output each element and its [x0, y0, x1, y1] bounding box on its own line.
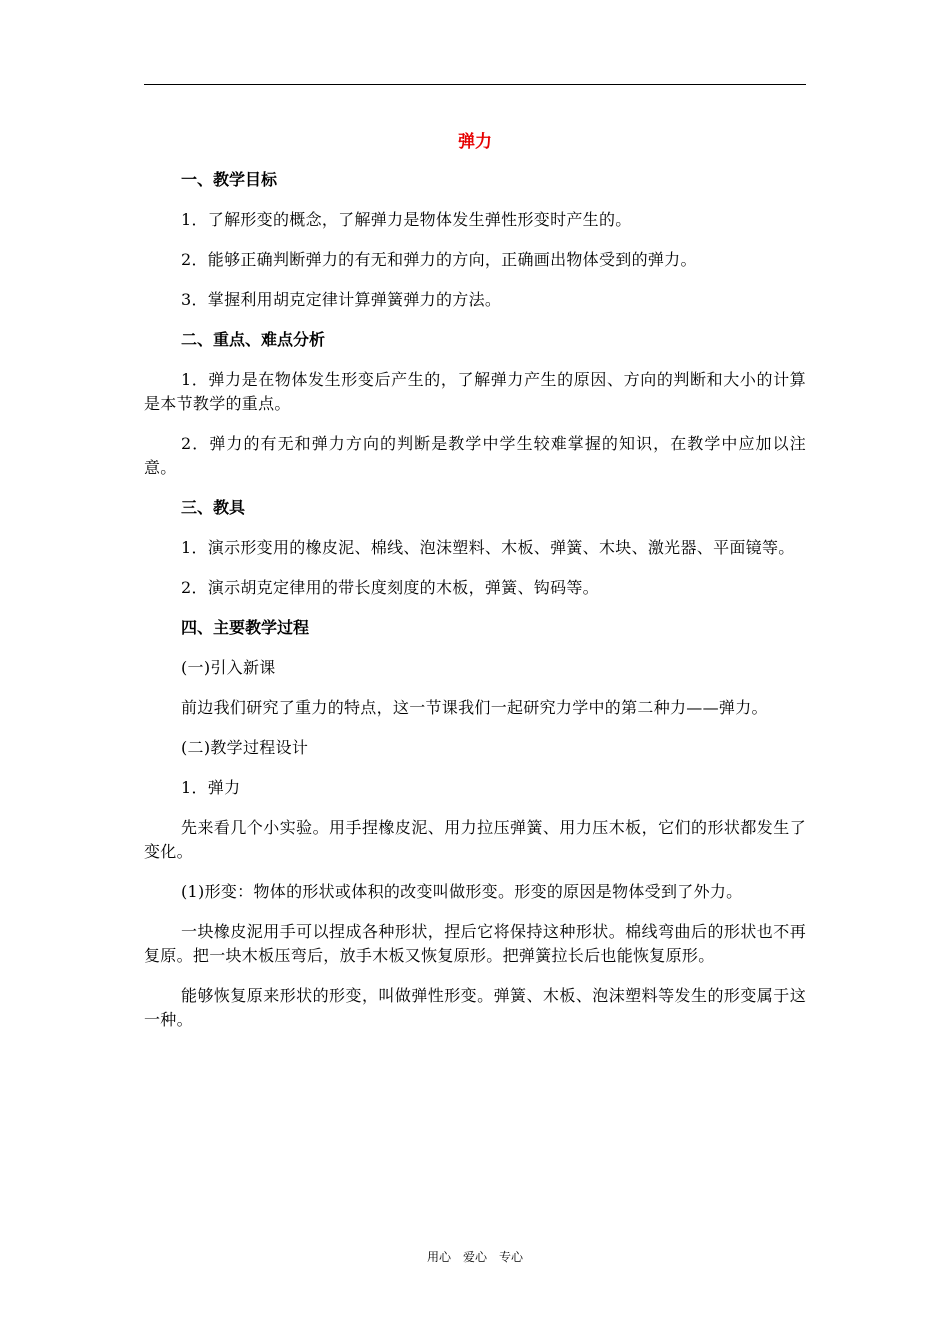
- paragraph: 先来看几个小实验。用手捏橡皮泥、用力拉压弹簧、用力压木板，它们的形状都发生了变化。: [144, 818, 806, 861]
- section-heading-key-points: 二、重点、难点分析: [181, 330, 326, 349]
- paragraph: 1．弹力是在物体发生形变后产生的，了解弹力产生的原因、方向的判断和大小的计算是本节教学的重点。: [144, 370, 806, 413]
- section-heading-teaching-process: 四、主要教学过程: [181, 618, 310, 637]
- paragraph: 2．能够正确判断弹力的有无和弹力的方向，正确画出物体受到的弹力。: [181, 250, 697, 269]
- paragraph: 3．掌握利用胡克定律计算弹簧弹力的方法。: [181, 290, 502, 309]
- paragraph: 前边我们研究了重力的特点，这一节课我们一起研究力学中的第二种力——弹力。: [181, 698, 768, 717]
- paragraph: (二)教学过程设计: [181, 738, 309, 757]
- document-title: 弹力: [458, 132, 492, 152]
- paragraph: 2．演示胡克定律用的带长度刻度的木板，弹簧、钩码等。: [181, 578, 599, 597]
- paragraph: 1．弹力: [181, 778, 241, 797]
- paragraph: (一)引入新课: [181, 658, 276, 677]
- page-footer: 用心 爱心 专心: [426, 1250, 523, 1264]
- paragraph: (1)形变：物体的形状或体积的改变叫做形变。形变的原因是物体受到了外力。: [181, 882, 743, 901]
- section-heading-teaching-aids: 三、教具: [181, 498, 246, 517]
- paragraph: 一块橡皮泥用手可以捏成各种形状，捏后它将保持这种形状。棉线弯曲后的形状也不再复原。把一块木板压弯后，放手木板又恢复原形。把弹簧拉长后也能恢复原形。: [144, 922, 806, 965]
- paragraph: 1．了解形变的概念，了解弹力是物体发生弹性形变时产生的。: [181, 210, 632, 229]
- paragraph: 能够恢复原来形状的形变，叫做弹性形变。弹簧、木板、泡沫塑料等发生的形变属于这一种。: [144, 986, 806, 1029]
- document-body: [144, 130, 806, 1048]
- paragraph: 2．弹力的有无和弹力方向的判断是教学中学生较难掌握的知识，在教学中应加以注意。: [144, 434, 806, 477]
- paragraph: 1．演示形变用的橡皮泥、棉线、泡沫塑料、木板、弹簧、木块、激光器、平面镜等。: [181, 538, 795, 557]
- section-heading-objectives: 一、教学目标: [181, 170, 278, 189]
- header-rule: [144, 84, 806, 85]
